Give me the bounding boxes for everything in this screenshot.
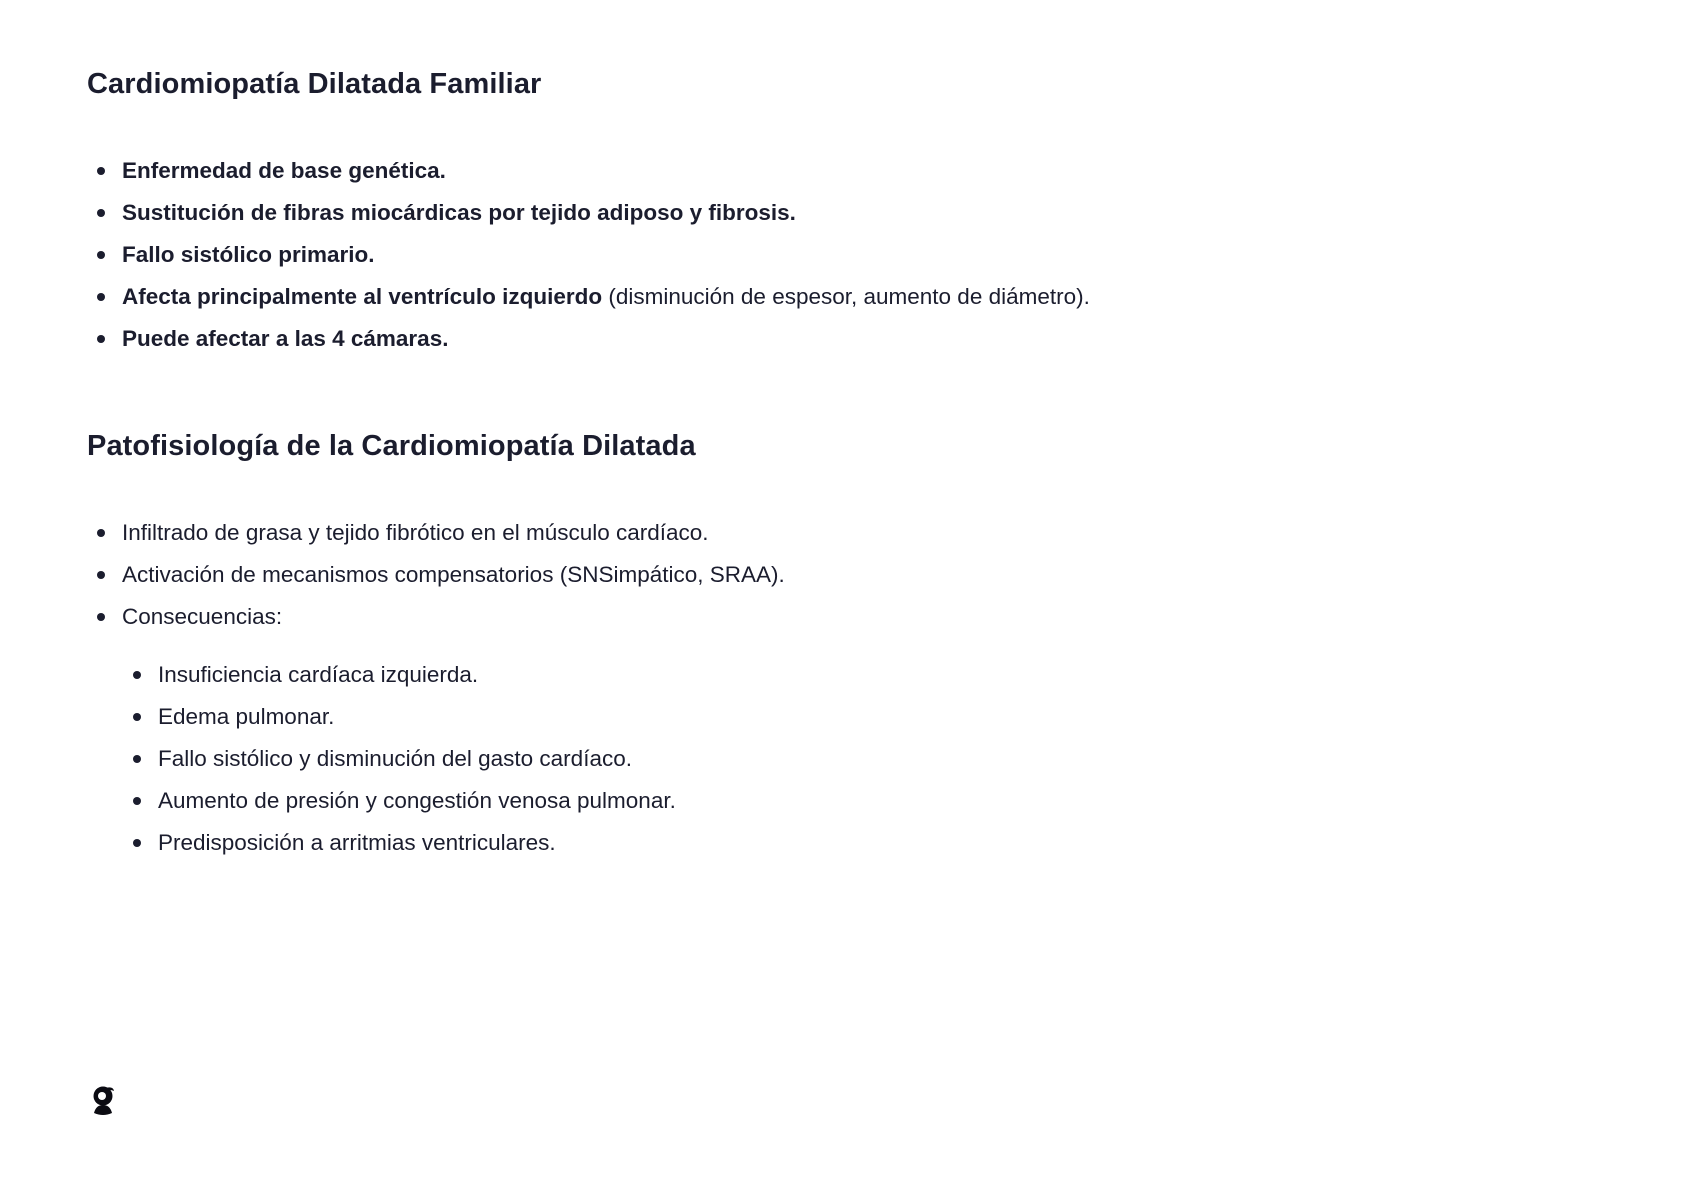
list-item: [0, 240, 1090, 282]
list-item-bold-text: Afecta principalmente al ventrículo izquierdo: [122, 284, 603, 309]
list-item: [0, 518, 785, 560]
list-item: [0, 198, 1090, 240]
bullet-dot: [97, 613, 105, 621]
section-title-cardiomiopatia-familiar: Cardiomiopatía Dilatada Familiar: [87, 68, 542, 100]
list-item: [0, 324, 1090, 366]
list-item: [0, 702, 676, 744]
list-item: [0, 156, 1090, 198]
bullet-dot: [133, 797, 141, 805]
bullet-dot: [133, 671, 141, 679]
list-item-text: Consecuencias:: [122, 604, 283, 629]
list-item-text: Activación de mecanismos compensatorios (SNSimpático, SRAA).: [122, 562, 785, 587]
list-item-text: Infiltrado de grasa y tejido fibrótico en el músculo cardíaco.: [122, 520, 709, 545]
bullet-dot: [133, 713, 141, 721]
bullet-dot: [133, 839, 141, 847]
list-item-bold-text: Enfermedad de base genética.: [122, 158, 446, 183]
list-item: [0, 744, 676, 786]
list-item-bold-text: Sustitución de fibras miocárdicas por tejido adiposo y fibrosis.: [122, 200, 796, 225]
bullet-dot: [97, 529, 105, 537]
list-item: [0, 660, 676, 702]
bullet-dot: [97, 571, 105, 579]
bullet-list-familiar: [0, 156, 1090, 366]
list-item: [0, 602, 785, 644]
bullet-dot: [97, 251, 105, 259]
bullet-dot: [97, 293, 105, 301]
list-item-bold-text: Fallo sistólico primario.: [122, 242, 375, 267]
list-item-text: Edema pulmonar.: [158, 704, 335, 729]
list-item: [0, 786, 676, 828]
bullet-dot: [97, 209, 105, 217]
bullet-list-patofisiologia: [0, 518, 785, 644]
list-item-text: Predisposición a arritmias ventriculares.: [158, 830, 556, 855]
brand-logo-icon: [90, 1084, 118, 1118]
list-item-text: Fallo sistólico y disminución del gasto cardíaco.: [158, 746, 632, 771]
list-item: [0, 282, 1090, 324]
bullet-dot: [133, 755, 141, 763]
section-title-patofisiologia: Patofisiología de la Cardiomiopatía Dilatada: [87, 430, 696, 462]
list-item-bold-text: Puede afectar a las 4 cámaras.: [122, 326, 449, 351]
list-item: [0, 560, 785, 602]
list-item-text: (disminución de espesor, aumento de diámetro).: [602, 284, 1090, 309]
bullet-dot: [97, 335, 105, 343]
list-item-text: Insuficiencia cardíaca izquierda.: [158, 662, 479, 687]
list-item: [0, 828, 676, 870]
list-item-text: Aumento de presión y congestión venosa pulmonar.: [158, 788, 676, 813]
nested-list-consecuencias: [0, 660, 676, 870]
bullet-dot: [97, 167, 105, 175]
